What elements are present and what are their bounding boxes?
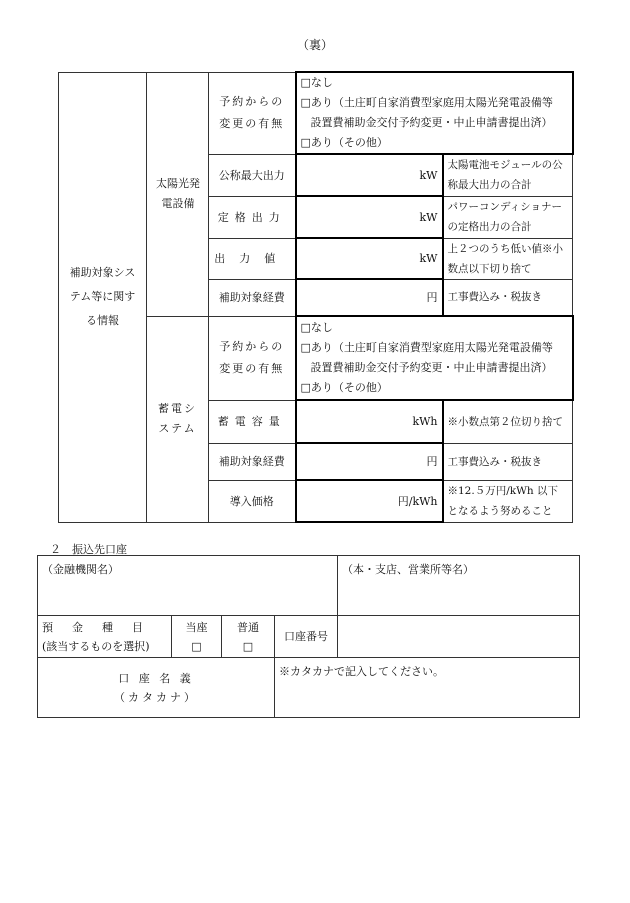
ordinary-option[interactable]	[222, 616, 275, 658]
bank-name-field[interactable]	[38, 556, 338, 616]
account-number-label: 口座番号	[275, 616, 338, 658]
page-side-label: （裏）	[296, 38, 333, 52]
branch-name-label: （本・支店、営業所等名）	[342, 563, 474, 576]
account-number-field[interactable]	[338, 616, 580, 658]
battery-cost-field[interactable]: 円	[296, 443, 443, 480]
solar-row-note: 工事費込み・税抜き	[443, 279, 573, 316]
battery-option-yes-other[interactable]: □あり（その他）	[300, 381, 388, 394]
battery-row-label: 蓄電容量	[209, 400, 296, 443]
battery-capacity-field[interactable]: kWh	[296, 400, 443, 443]
ordinary-label: 普通	[237, 620, 259, 634]
battery-option-yes-form-cont: 設置費補助金交付予約変更・中止申請書提出済）	[310, 361, 553, 374]
deposit-type-label: 預 金 種 目 (該当するものを選択)	[38, 616, 172, 658]
checking-checkbox[interactable]: □	[191, 639, 202, 653]
checking-label: 当座	[185, 620, 208, 634]
battery-row-note: ※小数点第２位切り捨て	[443, 400, 573, 443]
battery-row-note: ※12.５万円/kWh 以下となるよう努めること	[443, 480, 573, 522]
solar-rated-output-field[interactable]: kW	[296, 196, 443, 238]
bank-section-title: ２ 振込先口座	[50, 543, 127, 556]
account-holder-field[interactable]	[275, 658, 580, 718]
solar-option-yes-form-cont: 設置費補助金交付予約変更・中止申請書提出済）	[310, 116, 553, 129]
solar-output-value-field[interactable]: kW	[296, 238, 443, 279]
account-holder-note: ※カタカナで記入してください。	[279, 665, 444, 678]
bank-account-table	[37, 555, 580, 718]
solar-option-yes-other[interactable]: □あり（その他）	[300, 136, 388, 149]
battery-row-label: 導入価格	[209, 480, 296, 522]
solar-option-yes-form[interactable]: □あり（土庄町自家消費型家庭用太陽光発電設備等	[300, 96, 553, 109]
account-holder-label: 口 座 名 義 （カタカナ）	[38, 658, 275, 718]
solar-row-label: 定格出力	[209, 196, 296, 238]
solar-cost-field[interactable]: 円	[296, 279, 443, 316]
battery-change-options[interactable]	[296, 316, 573, 400]
battery-label: 蓄電システム	[147, 316, 209, 522]
solar-row-note: 太陽電池モジュールの公称最大出力の合計	[443, 154, 573, 196]
subsidy-group-label: 補助対象システム等に関する情報	[59, 72, 147, 522]
solar-row-note: パワーコンディショナーの定格出力の合計	[443, 196, 573, 238]
solar-max-output-field[interactable]: kW	[296, 154, 443, 196]
checking-option[interactable]	[172, 616, 222, 658]
battery-option-none[interactable]: □なし	[300, 321, 333, 334]
bank-name-label: （金融機関名）	[42, 563, 119, 576]
solar-label: 太陽光発電設備	[147, 72, 209, 316]
subsidy-info-table	[58, 71, 574, 523]
battery-row-label: 補助対象経費	[209, 443, 296, 480]
branch-name-field[interactable]	[338, 556, 580, 616]
solar-row-label: 公称最大出力	[209, 154, 296, 196]
solar-change-options[interactable]	[296, 72, 573, 154]
solar-change-label: 予約からの変更の有無	[209, 72, 296, 154]
solar-row-label: 出力値	[209, 238, 296, 279]
solar-row-label: 補助対象経費	[209, 279, 296, 316]
battery-row-note: 工事費込み・税抜き	[443, 443, 573, 480]
battery-change-label: 予約からの変更の有無	[209, 316, 296, 400]
solar-option-none[interactable]: □なし	[300, 76, 333, 89]
battery-option-yes-form[interactable]: □あり（土庄町自家消費型家庭用太陽光発電設備等	[300, 341, 553, 354]
ordinary-checkbox[interactable]: □	[242, 639, 254, 653]
solar-row-note: 上２つのうち低い値※小数点以下切り捨て	[443, 238, 573, 279]
battery-price-field[interactable]: 円/kWh	[296, 480, 443, 522]
